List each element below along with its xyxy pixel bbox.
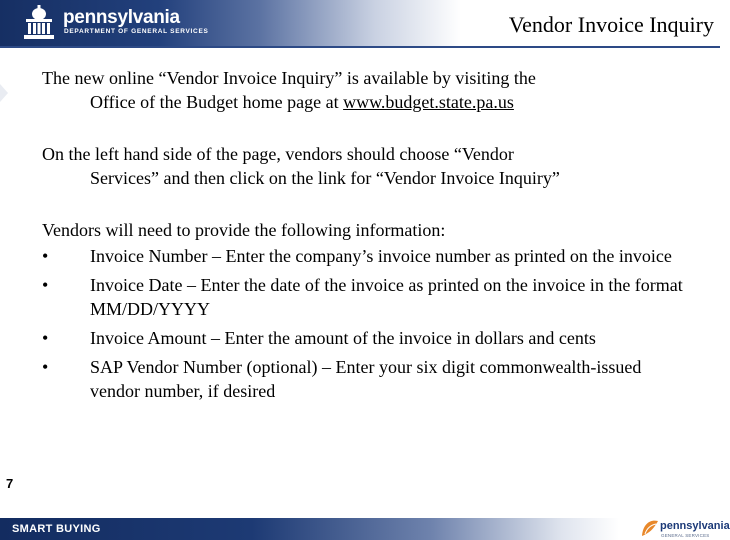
brand-name: pennsylvania — [63, 7, 180, 28]
bullet-mark: • — [42, 246, 49, 266]
footer-brand: pennsylvania — [660, 520, 730, 532]
budget-site-link[interactable]: www.budget.state.pa.us — [343, 92, 514, 112]
bullet-mark: • — [42, 328, 49, 348]
pa-logo-icon — [640, 518, 660, 538]
paragraph-visit-site — [42, 66, 692, 114]
paragraph-vendor-services — [42, 142, 692, 190]
list-item — [42, 326, 692, 350]
footer-brand-subtitle: GENERAL SERVICES — [661, 533, 710, 538]
bullet-mark: • — [42, 275, 49, 295]
list-item-text: Invoice Amount – Enter the amount of the invoice in dollars and cents — [90, 328, 596, 348]
brand-subtitle: DEPARTMENT OF GENERAL SERVICES — [64, 28, 209, 35]
paragraph-line — [42, 90, 692, 114]
list-item — [42, 273, 692, 321]
capitol-logo-icon — [22, 5, 56, 41]
footer-bar — [0, 518, 720, 540]
list-item-text: SAP Vendor Number (optional) – Enter your six digit commonwealth-issued vendor number, if desired — [90, 357, 642, 401]
slide-content — [42, 66, 692, 408]
list-item — [42, 244, 692, 268]
paragraph-line: On the left hand side of the page, vendors should choose “Vendor — [42, 144, 514, 164]
list-item-text: Invoice Date – Enter the date of the invoice as printed on the invoice in the format MM/DD/YYYY — [90, 275, 683, 319]
footer-label: SMART BUYING — [12, 523, 101, 535]
paragraph-line: Services” and then click on the link for “Vendor Invoice Inquiry” — [90, 168, 560, 188]
paragraph-line: The new online “Vendor Invoice Inquiry” is available by visiting the — [42, 68, 536, 88]
page-number: 7 — [6, 476, 14, 491]
header-divider — [0, 46, 720, 48]
page-title: Vendor Invoice Inquiry — [508, 12, 714, 37]
requirements-intro: Vendors will need to provide the following information: — [42, 220, 446, 240]
paragraph-text: Office of the Budget home page at — [90, 92, 344, 112]
header-bar — [0, 0, 720, 46]
bullet-mark: • — [42, 357, 49, 377]
list-item-text: Invoice Number – Enter the company’s invoice number as printed on the invoice — [90, 246, 672, 266]
side-arrow-icon — [0, 84, 8, 102]
requirements-list — [42, 244, 692, 403]
list-item — [42, 355, 692, 403]
